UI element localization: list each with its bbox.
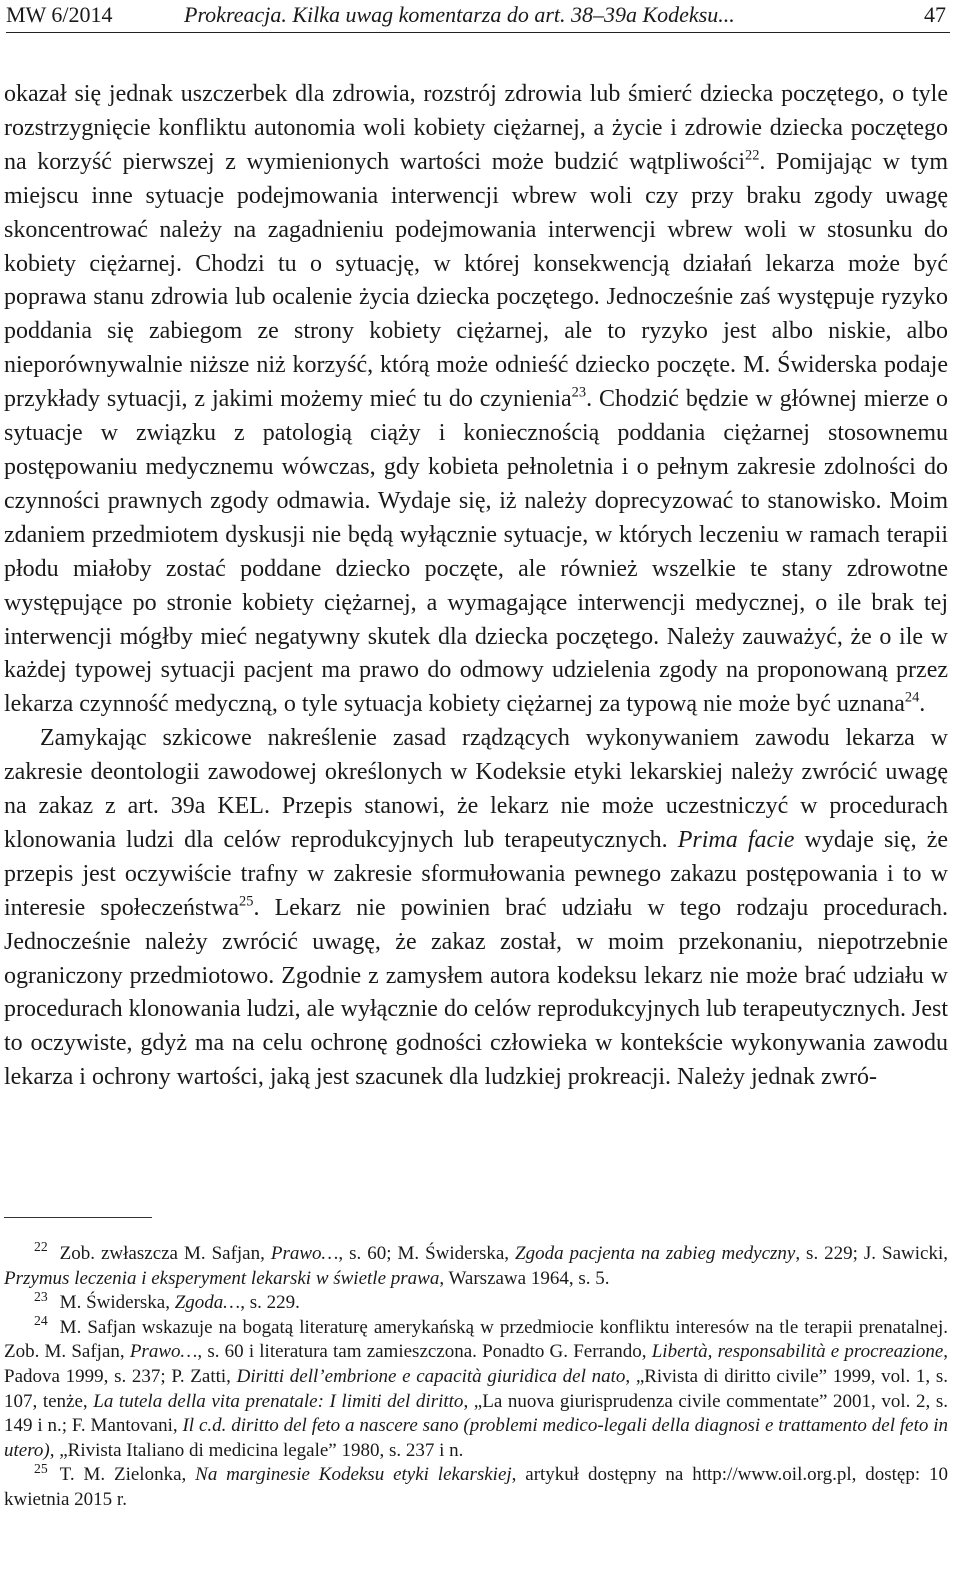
text-run: . Lekarz nie powinien brać udziału w tego rodzaju procedurach. Jednocześnie należy zwrócić uwagę, że zakaz został, w moim przekonaniu, niepotrzebnie ograniczony przedmiotowo. Zgodnie z zamysłem autora kodeksu lekarz nie może brać udziału w procedurach klonowania ludzi, ale wyłącznie do celów reprodukcyjnych lub terapeutycznych. Jest to oczywiste, gdyż ma na celu ochronę godności człowieka w kontekście wykonywania zawodu lekarza i ochrony wartości, jaką jest szacunek dla ludzkiej prokreacji. Należy jednak zwró- [4,894,949,1091]
text-run: . [919,691,926,718]
paragraph [4,78,948,722]
italic-title: Zgoda pacjenta na zabieg medyczny [515,1243,796,1264]
footnote-number: 22 [34,1239,48,1255]
footnote-separator [4,1217,152,1218]
text-run: M. Świderska, [59,1292,175,1314]
footnote-number: 25 [34,1460,48,1476]
page-number: 47 [924,2,946,27]
footnote-ref-22[interactable]: 22 [745,147,760,164]
text-run: , Padova 1999, s. 237; P. Zatti, [4,1341,949,1387]
italic-phrase: Prima facie [677,826,795,853]
running-title: Prokreacja. Kilka uwag komentarza do art. 38–39a Kodeksu... [184,2,735,27]
main-text [4,78,948,1095]
text-run: , s. 229. [240,1292,300,1314]
text-run: , s. 60 i literatura tam zamieszczona. Ponadto G. Ferrando, [197,1341,652,1363]
footnote-number: 24 [34,1313,48,1329]
text-run: M. Safjan wskazuje na bogatą literaturę amerykańską w przedmiocie konfliktu interesów na tle terapii prenatalnej. Zob. M. Safjan, [4,1316,948,1363]
footnote-ref-24[interactable]: 24 [904,689,920,706]
footnote-ref-23[interactable]: 23 [571,384,587,401]
running-header [6,0,950,33]
italic-title: Il c.d. diritto del feto a nascere sano (problemi medico-legali della diagnosi e trattamento del feto in utero) [4,1415,948,1461]
paragraph [4,722,948,1095]
text-run: wydaje się, że przepis jest oczywiście trafny w zakresie sformułowania pewnego zakazu postępowania i to w interesie społeczeństwa [4,826,949,921]
text-run: . Chodzić będzie w głównej mierze o sytuacje w związku z patologią ciąży i koniecznością poddania ciężarnej stosownemu postępowaniu medycznemu wówczas, gdy kobieta pełnoletnia i o pełnym zakresie zdolności do czynności prawnych zgody odmawia. Wydaje się, iż należy doprecyzować to stanowisko. Moim zdaniem przedmiotem dyskusji nie będą wyłącznie sytuacje, w których leczeniu w ramach terapii płodu miałoby zostać poddane dziecko poczęte, ale również wszelkie te stany zdrowotne występujące po stronie kobiety ciężarnej, a wymagające interwencji medycznej, o ile brak tej interwencji mógłby mieć negatywny skutek dla dziecka poczętego. Należy zauważyć, że o ile w każdej typowej sytuacji pacjent ma prawo do odmowy udzielenia zgody na proponowaną przez lekarza czynność medyczną, o tyle sytuacja kobiety ciężarnej za typową nie może być uznana [4,386,948,718]
italic-title: Prawo… [129,1341,198,1363]
footnote-25 [4,1460,948,1512]
text-run: , „Rivista di diritto civile” 1999, vol. 1, s. 107, tenże, [4,1365,948,1412]
italic-title: Prawo… [270,1243,339,1264]
footnote-number: 23 [34,1288,48,1304]
text-run: . Pomijając w tym miejscu inne sytuacje podejmowania interwencji wbrew woli czy przy braku zgody uwagę skoncentrować należy na zagadnieniu podejmowania interwencji wbrew woli w stosunku do kobiety ciężarnej. Chodzi tu o sytuację, w której konsekwencją działań lekarza może być poprawa stanu zdrowia lub ocalenie życia dziecka poczętego. Jednocześnie zaś występuje ryzyko poddania się zabiegom ze strony kobiety ciężarnej, ale to ryzyko jest albo niskie, albo nieporównywalnie niższe niż korzyść, którą może odnieść dziecko poczęte. M. Świderska podaje przykłady sytuacji, z jakimi możemy mieć tu do czynienia [4,148,948,413]
italic-title: Zgoda… [174,1292,241,1314]
footnote-22 [4,1239,948,1291]
journal-issue: MW 6/2014 [6,2,113,27]
text-run: , „La nuova giurisprudenza civile commentate” 2001, vol. 2, s. 149 i n.; F. Mantovani, [4,1390,948,1437]
text-run: , s. 229; J. Sawicki, [795,1243,948,1264]
italic-title: Przymus leczenia i eksperyment lekarski w świetle prawa [4,1267,440,1289]
footnote-23 [4,1288,948,1316]
text-run: , Warszawa 1964, s. 5. [439,1267,610,1289]
text-run: Zamykając szkicowe nakreślenie zasad rządzących wykonywaniem zawodu lekarza w zakresie deontologii zawodowej określonych w Kodeksie etyki lekarskiej należy zwrócić uwagę na zakaz z art. 39a KEL. Przepis stanowi, że lekarz nie może uczestniczyć w procedurach klonowania ludzi dla celów reprodukcyjnych lub terapeutycznych. [4,725,948,853]
text-run: T. M. Zielonka, [59,1464,196,1486]
text-run: Zob. zwłaszcza M. Safjan, [59,1243,271,1264]
italic-title: La tutela della vita prenatale: I limiti del diritto [93,1390,464,1412]
footnotes [4,1239,949,1513]
text-run: , „Rivista Italiano di medicina legale” 1980, s. 237 i n. [49,1439,464,1461]
footnote-24 [4,1313,949,1464]
italic-title: Diritti dell’embrione e capacità giuridica del nato [236,1365,626,1387]
text-run: , artykuł dostępny na http://www.oil.org.pl, dostęp: 10 kwietnia 2015 r. [4,1464,948,1510]
footnote-ref-25[interactable]: 25 [239,893,254,910]
italic-title: Na marginesie Kodeksu etyki lekarskiej [195,1464,512,1486]
text-run: okazał się jednak uszczerbek dla zdrowia, rozstrój zdrowia lub śmierć dziecka poczętego, o tyle rozstrzygnięcie konfliktu autonomia woli kobiety ciężarnej, a życie i zdrowie dziecka poczętego na korzyść pierwszej z wymienionych wartości może budzić wątpliwości [4,81,948,175]
italic-title: Libertà, responsabilità e procreazione [651,1341,944,1363]
text-run: , s. 60; M. Świderska, [338,1243,515,1264]
